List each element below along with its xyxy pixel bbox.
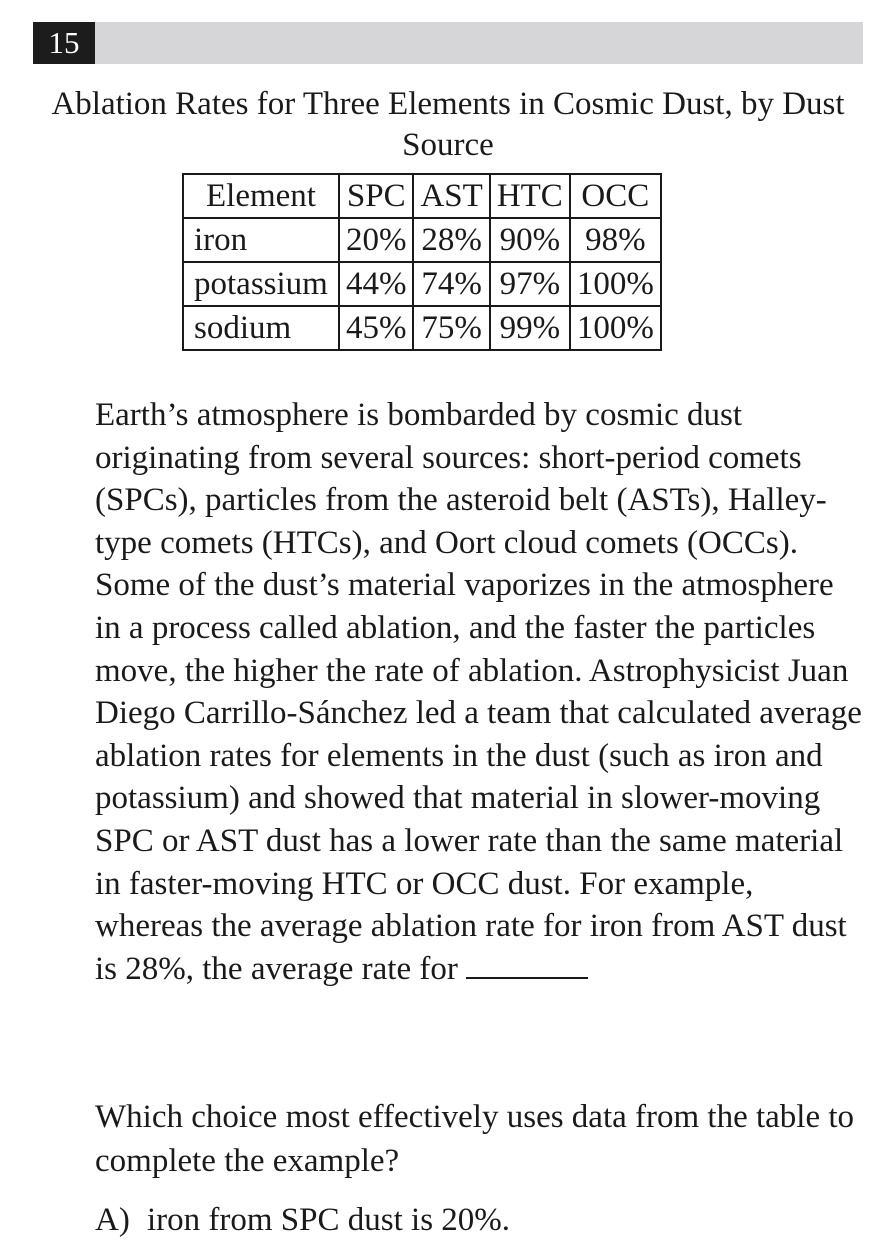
ablation-table	[182, 173, 662, 351]
passage	[95, 394, 865, 990]
table-row-sodium	[183, 306, 661, 350]
value-cell: 20%	[339, 218, 414, 262]
element-cell: iron	[183, 218, 339, 262]
value-cell: 100%	[570, 262, 661, 306]
value-cell: 45%	[339, 306, 414, 350]
column-header-htc: HTC	[490, 174, 570, 218]
question-header-bar	[33, 22, 863, 64]
table-header-row	[183, 174, 661, 218]
element-cell: potassium	[183, 262, 339, 306]
table-row-potassium	[183, 262, 661, 306]
column-header-occ: OCC	[570, 174, 661, 218]
choice-letter: A)	[95, 1202, 130, 1238]
value-cell: 99%	[490, 306, 570, 350]
choice-text: iron from SPC dust is 20%.	[147, 1202, 511, 1238]
value-cell: 44%	[339, 262, 414, 306]
element-cell: sodium	[183, 306, 339, 350]
table-row-iron	[183, 218, 661, 262]
answer-blank	[466, 953, 588, 979]
answer-choice-a[interactable]	[95, 1198, 510, 1242]
column-header-spc: SPC	[339, 174, 414, 218]
value-cell: 98%	[570, 218, 661, 262]
value-cell: 75%	[413, 306, 489, 350]
column-header-ast: AST	[413, 174, 489, 218]
question-number: 15	[33, 22, 95, 64]
table-title: Ablation Rates for Three Elements in Cosmic Dust, by Dust Source	[51, 86, 845, 163]
value-cell: 100%	[570, 306, 661, 350]
column-header-element: Element	[183, 174, 339, 218]
value-cell: 28%	[413, 218, 489, 262]
value-cell: 74%	[413, 262, 489, 306]
value-cell: 90%	[490, 218, 570, 262]
question-prompt: Which choice most effectively uses data from the table to complete the example?	[95, 1099, 855, 1179]
value-cell: 97%	[490, 262, 570, 306]
passage-text: Earth’s atmosphere is bombarded by cosmic dust originating from several sources: short-period comets (SPCs), particles from the asteroid belt (ASTs), Halley-type comets (HTCs), and Oort cloud comets (OCCs). Some of the dust’s material vaporizes in the atmosphere in a process called ablation, and the faster the particles move, the higher the rate of ablation. Astrophysicist Juan Diego Carrillo-Sánchez led a team that calculated average ablation rates for elements in the dust (such as iron and potassium) and showed that material in slower-moving SPC or AST dust has a lower rate than the same material in faster-moving HTC or OCC dust. For example, whereas the average ablation rate for iron from AST dust is 28%, the average rate for	[95, 397, 862, 987]
